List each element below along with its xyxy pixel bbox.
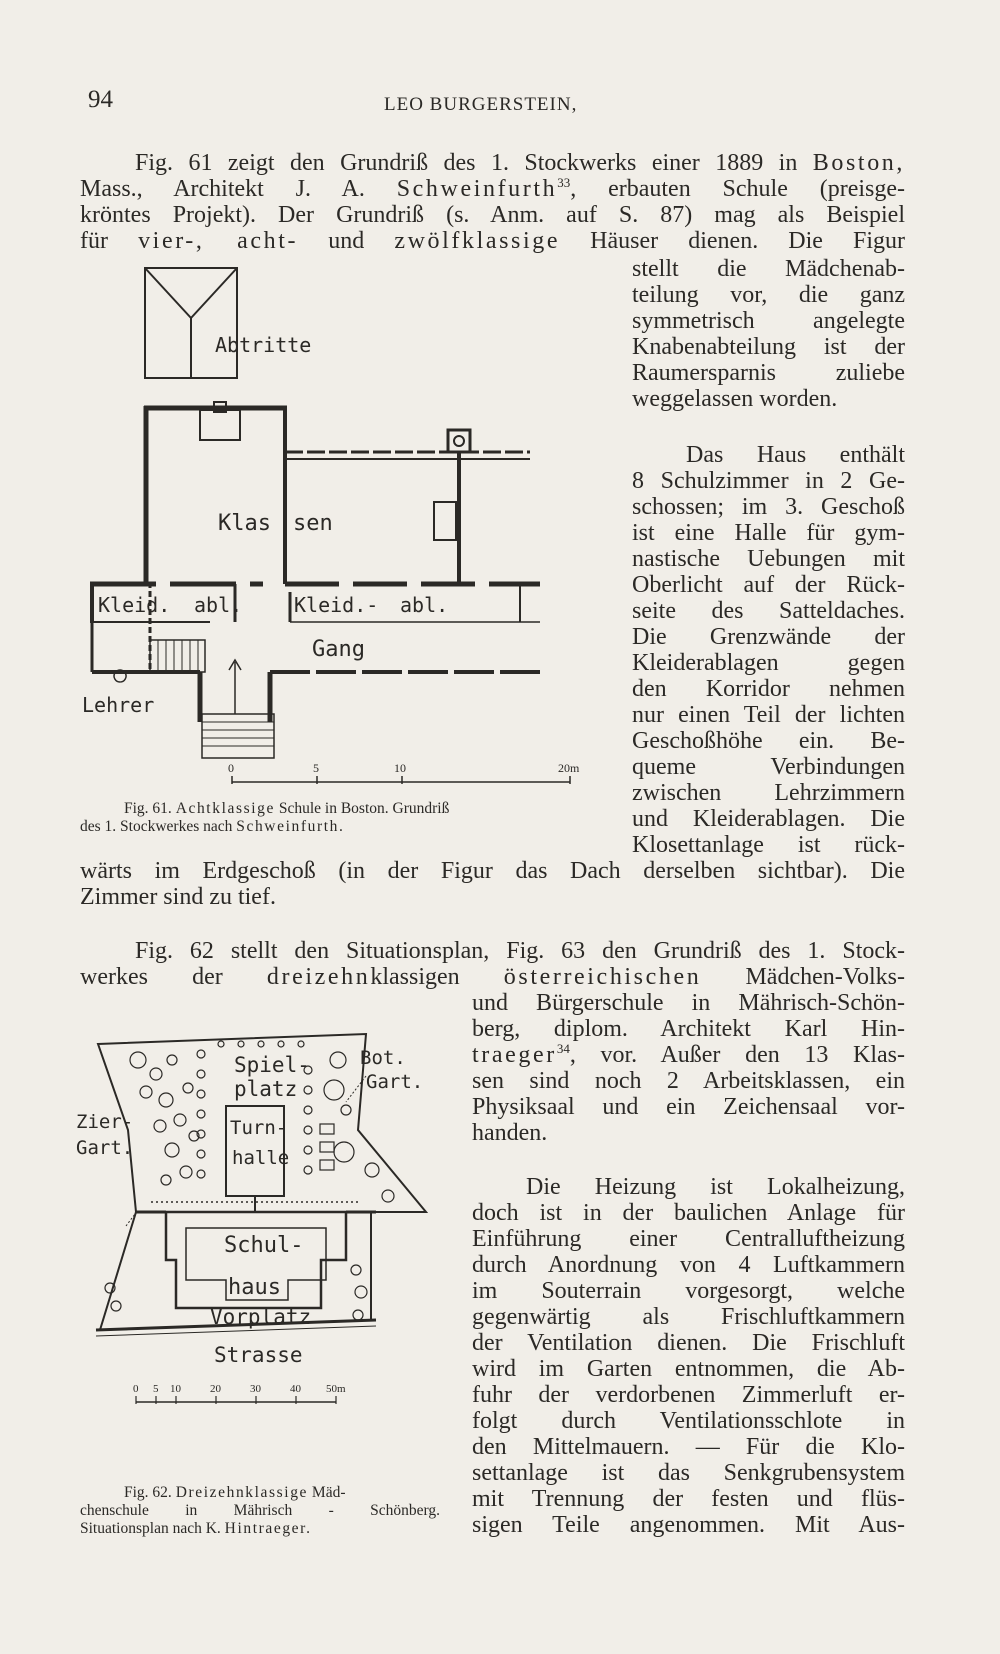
para2-full-1: wärts im Erdgeschoß (in der Figur das Dach derselben sichtbar). Die [80,858,905,884]
fig62-scale-tick-20: 20 [210,1383,221,1395]
para4-right-2: doch ist in der baulichen Anlage für [472,1200,905,1226]
para3-line-1: Fig. 62 stellt den Situationsplan, Fig. 63 den Grundriß des 1. Stock- [135,938,905,964]
para2-right-12: Geschoßhöhe ein. Be- [632,728,905,754]
para3-line-2: werkes der dreizehnklassigen österreichischen Mädchen-Volks- [80,964,905,990]
para3-right-5: Physiksaal und ein Zeichensaal vor- [472,1094,905,1120]
fig61-classroom-walls [144,402,530,584]
fig61-caption-line-2: des 1. Stockwerkes nach Schweinfurth. [80,818,345,835]
fig62-label-halle: halle [232,1147,290,1169]
para1-line-3: kröntes Projekt). Der Grundriß (s. Anm. auf S. 87) mag als Beispiel [80,202,905,228]
para2-right-3: schossen; im 3. Geschoß [632,494,905,520]
fig61-scale-tick-5: 5 [313,761,319,775]
fig62-caption-line-3: Situationsplan nach K. Hintraeger. [80,1520,312,1537]
fig61-label-lehrer: Lehrer [82,693,155,717]
fig61-label-klas: Klas [218,511,271,536]
fig62-label-gart: Gart. [366,1071,424,1093]
para1-right-4: Knabenabteilung ist der [632,334,905,360]
para2-right-6: Oberlicht auf der Rück- [632,572,905,598]
fig61-scale-tick-0: 0 [228,761,234,775]
fig61-entrance [200,660,274,758]
fig62-label-spiel: Spiel- [234,1053,310,1077]
para1-right-2: teilung vor, die ganz [632,282,905,308]
page-number: 94 [88,86,113,113]
fig62-scale-tick-0: 0 [133,1383,139,1395]
para1-right-3: symmetrisch angelegte [632,308,905,334]
fig62-scale-tick-10: 10 [170,1383,181,1395]
para4-right-7: der Ventilation dienen. Die Frischluft [472,1330,905,1356]
para2-right-4: ist eine Halle für gym- [632,520,905,546]
fig61-caption-line-1: Fig. 61. Achtklassige Schule in Boston. Grundriß [124,800,450,817]
fig62-scale-tick-40: 40 [290,1383,301,1395]
para4-right-1: Die Heizung ist Lokalheizung, [526,1174,905,1200]
para2-right-5: nastische Uebungen mit [632,546,905,572]
para3-right-4: sen sind noch 2 Arbeitsklassen, ein [472,1068,905,1094]
fig62-scale-tick-30: 30 [250,1383,261,1395]
para1-line-2: Mass., Architekt J. A. Schweinfurth$^{33}$, erbauten Schule (preisge- [80,175,905,202]
fig61-abtritte-block [145,268,237,378]
para3-right-6: handen. [472,1120,548,1146]
para4-right-6: gegenwärtig als Frischluftkammern [472,1304,905,1330]
fig62-scale-tick-5: 5 [153,1383,159,1395]
fig61-label-gang: Gang [312,637,365,662]
para2-right-11: nur einen Teil der lichten [632,702,905,728]
fig61-label-sen: sen [293,511,333,536]
para4-right-10: folgt durch Ventilationsschlote in [472,1408,905,1434]
para4-right-5: im Souterrain vorgesorgt, welche [472,1278,905,1304]
para3-right-1: und Bürgerschule in Mährisch-Schön- [472,990,905,1016]
para2-right-14: zwischen Lehrzimmern [632,780,905,806]
fig61-label-abl-1: abl. [194,593,243,617]
para1-right-6: weggelassen worden. [632,386,838,412]
fig62-label-schul: Schul- [224,1233,304,1258]
fig61-scale-bar [232,776,570,784]
para1-line-1: Fig. 61 zeigt den Grundriß des 1. Stockwerks einer 1889 in Boston, [135,150,905,176]
para2-right-15: und Kleiderablagen. Die [632,806,905,832]
fig62-label-bot: Bot. [360,1047,406,1069]
para1-right-5: Raumersparnis zuliebe [632,360,905,386]
fig62-label-turn: Turn- [230,1117,288,1139]
fig62-label-strasse: Strasse [214,1343,303,1367]
para2-right-1: Das Haus enthält [686,442,905,468]
para4-right-8: wird im Garten entnommen, die Ab- [472,1356,905,1382]
fig62-label-haus: haus [228,1275,281,1300]
para1-right-1: stellt die Mädchenab- [632,256,905,282]
running-head: LEO BURGERSTEIN, [384,94,578,115]
fig62-label-gart-2: Gart. [76,1137,134,1159]
fig61-label-abl-2: abl. [400,593,449,617]
para2-right-8: Die Grenzwände der [632,624,905,650]
fig61-label-kleid-2: Kleid.- [294,593,379,617]
para2-right-13: queme Verbindungen [632,754,905,780]
para4-right-12: settanlage ist das Senkgrubensystem [472,1460,905,1486]
fig62-site-plan [76,1030,446,1450]
para4-right-11: den Mittelmauern. — Für die Klo- [472,1434,905,1460]
para2-right-2: 8 Schulzimmer in 2 Ge- [632,468,905,494]
para2-full-2: Zimmer sind zu tief. [80,884,276,910]
fig61-scale-tick-10: 10 [394,761,406,775]
fig61-scale-tick-20: 20m [558,761,580,775]
para2-right-10: den Korridor nehmen [632,676,905,702]
fig61-label-kleid-1: Kleid. [98,593,171,617]
para4-right-9: fuhr der verdorbenen Zimmerluft er- [472,1382,905,1408]
para2-right-16: Klosettanlage ist rück- [632,832,905,858]
para2-right-9: Kleiderablagen gegen [632,650,905,676]
para3-right-2: berg, diplom. Architekt Karl Hin- [472,1016,905,1042]
fig61-floor-plan [80,262,580,802]
para4-right-14: sigen Teile angenommen. Mit Aus- [472,1512,905,1538]
fig62-caption-line-1: Fig. 62. Dreizehnklassige Mäd- [124,1484,346,1501]
para4-right-3: Einführung einer Centralluftheizung [472,1226,905,1252]
fig62-caption-line-2: chenschule in Mährisch - Schönberg. [80,1502,440,1519]
fig62-scale-bar [136,1396,336,1404]
para4-right-4: durch Anordnung von 4 Luftkammern [472,1252,905,1278]
fig62-label-platz: platz [234,1077,298,1101]
para1-line-4: für vier-, acht- und zwölfklassige Häuser dienen. Die Figur [80,228,906,254]
para3-right-3: traeger$^{34}$, vor. Außer den 13 Klas- [472,1041,905,1068]
fig62-label-vorplatz: Vorplatz [210,1305,312,1329]
fig61-label-abtritte: Abtritte [215,333,312,357]
para2-right-7: seite des Satteldaches. [632,598,905,624]
fig62-scale-tick-50: 50m [326,1383,346,1395]
fig62-label-zier: Zier- [76,1111,134,1133]
para4-right-13: mit Trennung der festen und flüs- [472,1486,905,1512]
